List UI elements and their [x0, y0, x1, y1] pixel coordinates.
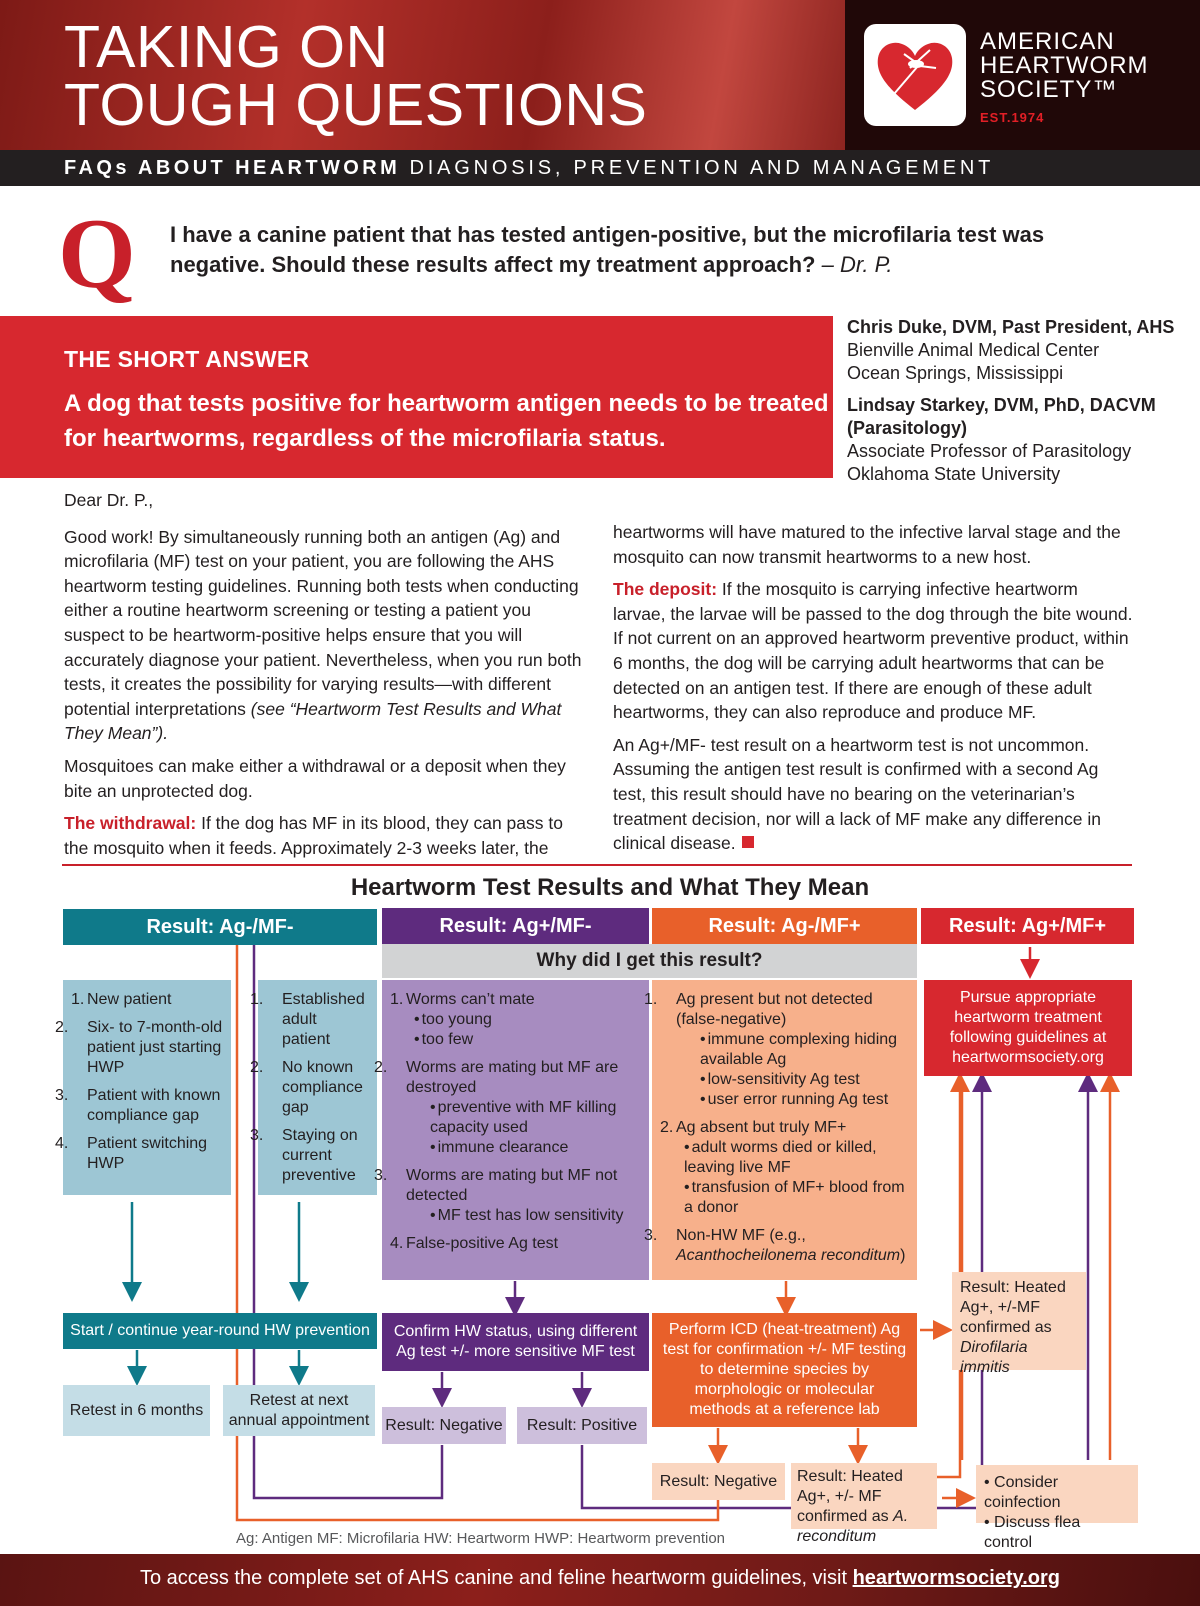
coinfection-box	[976, 1465, 1138, 1551]
coinfection-item: • Consider coinfection	[984, 1474, 1061, 1511]
author-2-name: Lindsay Starkey, DVM, PhD, DACVM (Parasitology)	[847, 395, 1156, 438]
ag-neg-list-established	[250, 980, 377, 1195]
paragraph-4-text: If the mosquito is carrying infective heartworm larvae, the larvae will be passed to the dog through the bite wound. If not current on an approved heartworm preventive product, within 6 months, the dog will be carrying adult heartworms that can be detected on an antigen test. If there are enough of these adult heartworms, they can also reproduce and produce MF.	[613, 579, 1133, 723]
paragraph-1-reference: (see “Heartworm Test Results and What They Mean”).	[64, 698, 562, 744]
header-ag-pos-mf-pos: Result: Ag+/MF+	[921, 908, 1134, 944]
footer-link[interactable]: heartwormsociety.org	[852, 1567, 1061, 1589]
header-ag-neg-mf-pos: Result: Ag-/MF+	[652, 908, 917, 944]
deposit-lead: The deposit:	[613, 579, 718, 600]
header-ag-neg-mf-neg: Result: Ag-/MF-	[63, 909, 377, 945]
abbreviation-legend: Ag: Antigen MF: Microfilaria HW: Heartworm HWP: Heartworm prevention	[236, 1530, 726, 1547]
result-negative: Result: Negative	[382, 1407, 506, 1444]
footer-message: To access the complete set of AHS canine and feline heartworm guidelines, visit	[139, 1567, 853, 1589]
subtitle-rest: DIAGNOSIS, PREVENTION AND MANAGEMENT	[400, 157, 995, 179]
paragraph-3-continued: heartworms will have matured to the infective larval stage and the mosquito can now transmit heartworms to a new host.	[613, 522, 1121, 567]
header-ag-pos-mf-neg: Result: Ag+/MF-	[382, 908, 649, 944]
ag-neg-list-new	[55, 980, 231, 1195]
list-item: 3. Staying on current preventive	[250, 1127, 358, 1184]
salutation: Dear Dr. P.,	[64, 490, 154, 510]
logo-line-3: SOCIETY™	[980, 76, 1118, 103]
question-letter: Q	[58, 198, 136, 309]
result-heated-reconditum-text: Result: Heated Ag+, +/- MF confirmed as	[797, 1468, 903, 1525]
ag-pos-mf-neg-reasons	[374, 980, 649, 1280]
result-heated-reconditum	[791, 1463, 937, 1545]
list-item: 1. Established adult patient	[250, 991, 365, 1048]
list-item: 1. New patient	[71, 991, 172, 1008]
list-item: 2. Worms are mating but MF are destroyed • preventive with MF killing capacity used • immune clearance	[390, 1058, 641, 1158]
paragraph-3-text: If the dog has MF in its blood, they can pass to the mosquito when it feeds. Approximately 2-3 weeks later, the	[64, 813, 563, 858]
author-1-location: Ocean Springs, Mississippi	[847, 363, 1064, 383]
reconditum-species: A. reconditum	[797, 1508, 909, 1545]
list-item: 1. Ag present but not detected (false-negative) • immune complexing hiding available Ag • low-sensitivity Ag test • user error running Ag test	[660, 990, 909, 1110]
result-heated-dirofilaria-text: Result: Heated Ag+, +/-MF confirmed as	[960, 1279, 1066, 1336]
author-1-org: Bienville Animal Medical Center	[847, 340, 1100, 360]
author-2-title: Associate Professor of Parasitology	[847, 441, 1132, 461]
subtitle-bold: FAQs ABOUT HEARTWORM	[64, 157, 401, 179]
withdrawal-lead: The withdrawal:	[64, 813, 197, 834]
confirm-hw-status: Confirm HW status, using different Ag test +/- more sensitive MF test	[382, 1313, 649, 1371]
question-body: I have a canine patient that has tested antigen-positive, but the microfilaria test was negative. Should these results affect my treatment approach?	[170, 222, 1045, 277]
logo-line-1: AMERICAN	[980, 28, 1115, 55]
ag-neg-mf-pos-reasons	[644, 980, 917, 1280]
result-heated-dirofilaria	[952, 1272, 1086, 1376]
title-line-2: TOUGH QUESTIONS	[64, 72, 648, 138]
list-item: 3. Worms are mating but MF not detected • MF test has low sensitivity	[390, 1166, 641, 1226]
author-1-name: Chris Duke, DVM, Past President, AHS	[847, 317, 1175, 337]
list-item: 4. False-positive Ag test	[390, 1235, 559, 1252]
short-answer-text: A dog that tests positive for heartworm antigen needs to be treated for heartworms, regardless of the microfilaria status.	[64, 390, 829, 452]
list-item: 1. Worms can’t mate • too young • too few	[390, 990, 641, 1050]
start-prevention: Start / continue year-round HW prevention	[63, 1313, 377, 1349]
author-2-org: Oklahoma State University	[847, 464, 1061, 484]
footer-text	[0, 1567, 1200, 1590]
result-positive: Result: Positive	[517, 1407, 647, 1444]
list-item: 4. Patient switching HWP	[55, 1135, 208, 1172]
list-item: 3. Non-HW MF (e.g., Acanthocheilonema reconditum)	[644, 1227, 906, 1264]
dirofilaria-species: Dirofilaria immitis	[960, 1339, 1028, 1376]
list-item: 2. Ag absent but truly MF+ • adult worms died or killed, leaving live MF • transfusion of MF+ blood from a donor	[660, 1118, 909, 1218]
retest-6-months: Retest in 6 months	[63, 1385, 210, 1436]
list-item: 3. Patient with known compliance gap	[55, 1087, 221, 1124]
retest-annual: Retest at next annual appointment	[223, 1385, 375, 1436]
logo-line-2: HEARTWORM	[980, 52, 1149, 79]
list-item: 2. No known compliance gap	[250, 1059, 363, 1116]
logo-est: EST.1974	[980, 110, 1045, 125]
short-answer-heading: THE SHORT ANSWER	[64, 346, 310, 372]
question-author: – Dr. P.	[821, 252, 893, 277]
result-negative-icd: Result: Negative	[652, 1463, 785, 1500]
paragraph-5-text: An Ag+/MF- test result on a heartworm test is not uncommon. Assuming the antigen test result is confirmed with a second Ag test, this result should have no bearing on the veterinarian’s treatment decision, nor will a lack of MF make any difference in clinical disease.	[613, 734, 1101, 854]
pursue-treatment: Pursue appropriate heartworm treatment following guidelines at heartwormsociety.org	[924, 980, 1132, 1076]
flea-control-item: • Discuss flea control	[984, 1514, 1081, 1551]
list-item: 2. Six- to 7-month-old patient just starting HWP	[55, 1019, 223, 1076]
why-banner: Why did I get this result?	[382, 944, 917, 978]
flowchart-title: Heartworm Test Results and What They Mean	[350, 874, 870, 901]
paragraph-2: Mosquitoes can make either a withdrawal or a deposit when they bite an unprotected dog.	[64, 755, 566, 801]
perform-icd: Perform ICD (heat-treatment) Ag test for confirmation +/- MF testing to determine species by morphologic or molecular methods at a reference lab	[652, 1313, 917, 1427]
paragraph-1-text: Good work! By simultaneously running both an antigen (Ag) and microfilaria (MF) test on your patient, you are following the AHS heartworm testing guidelines. Running both tests when conducting either a routine heartworm screening or testing a patient you suspect to be heartworm-positive helps ensure that you will accurately diagnose your patient. Nevertheless, when you run both tests, it creates the possibility for varying results—with different potential interpretations	[64, 526, 582, 719]
title-line-1: TAKING ON	[64, 14, 389, 80]
